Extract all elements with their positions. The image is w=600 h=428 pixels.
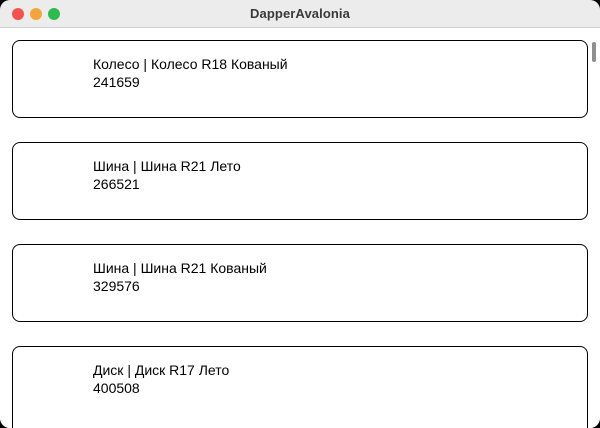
item-title: Колесо | Колесо R18 Кованый	[93, 56, 288, 72]
list-item[interactable]	[12, 244, 588, 322]
window-title: DapperAvalonia	[250, 6, 350, 21]
zoom-button[interactable]	[48, 8, 60, 20]
item-title: Шина | Шина R21 Лето	[93, 158, 241, 174]
minimize-button[interactable]	[30, 8, 42, 20]
list-item[interactable]	[12, 346, 588, 428]
titlebar	[0, 0, 600, 28]
item-code: 241659	[93, 74, 140, 90]
item-code: 266521	[93, 176, 140, 192]
list-item[interactable]	[12, 142, 588, 220]
item-title: Диск | Диск R17 Лето	[93, 362, 230, 378]
item-title: Шина | Шина R21 Кованый	[93, 260, 267, 276]
window-controls	[12, 8, 60, 20]
close-button[interactable]	[12, 8, 24, 20]
list-item[interactable]	[12, 40, 588, 118]
scrollbar-thumb[interactable]	[592, 42, 596, 62]
item-code: 400508	[93, 380, 140, 396]
items-list	[0, 28, 600, 428]
item-code: 329576	[93, 278, 140, 294]
